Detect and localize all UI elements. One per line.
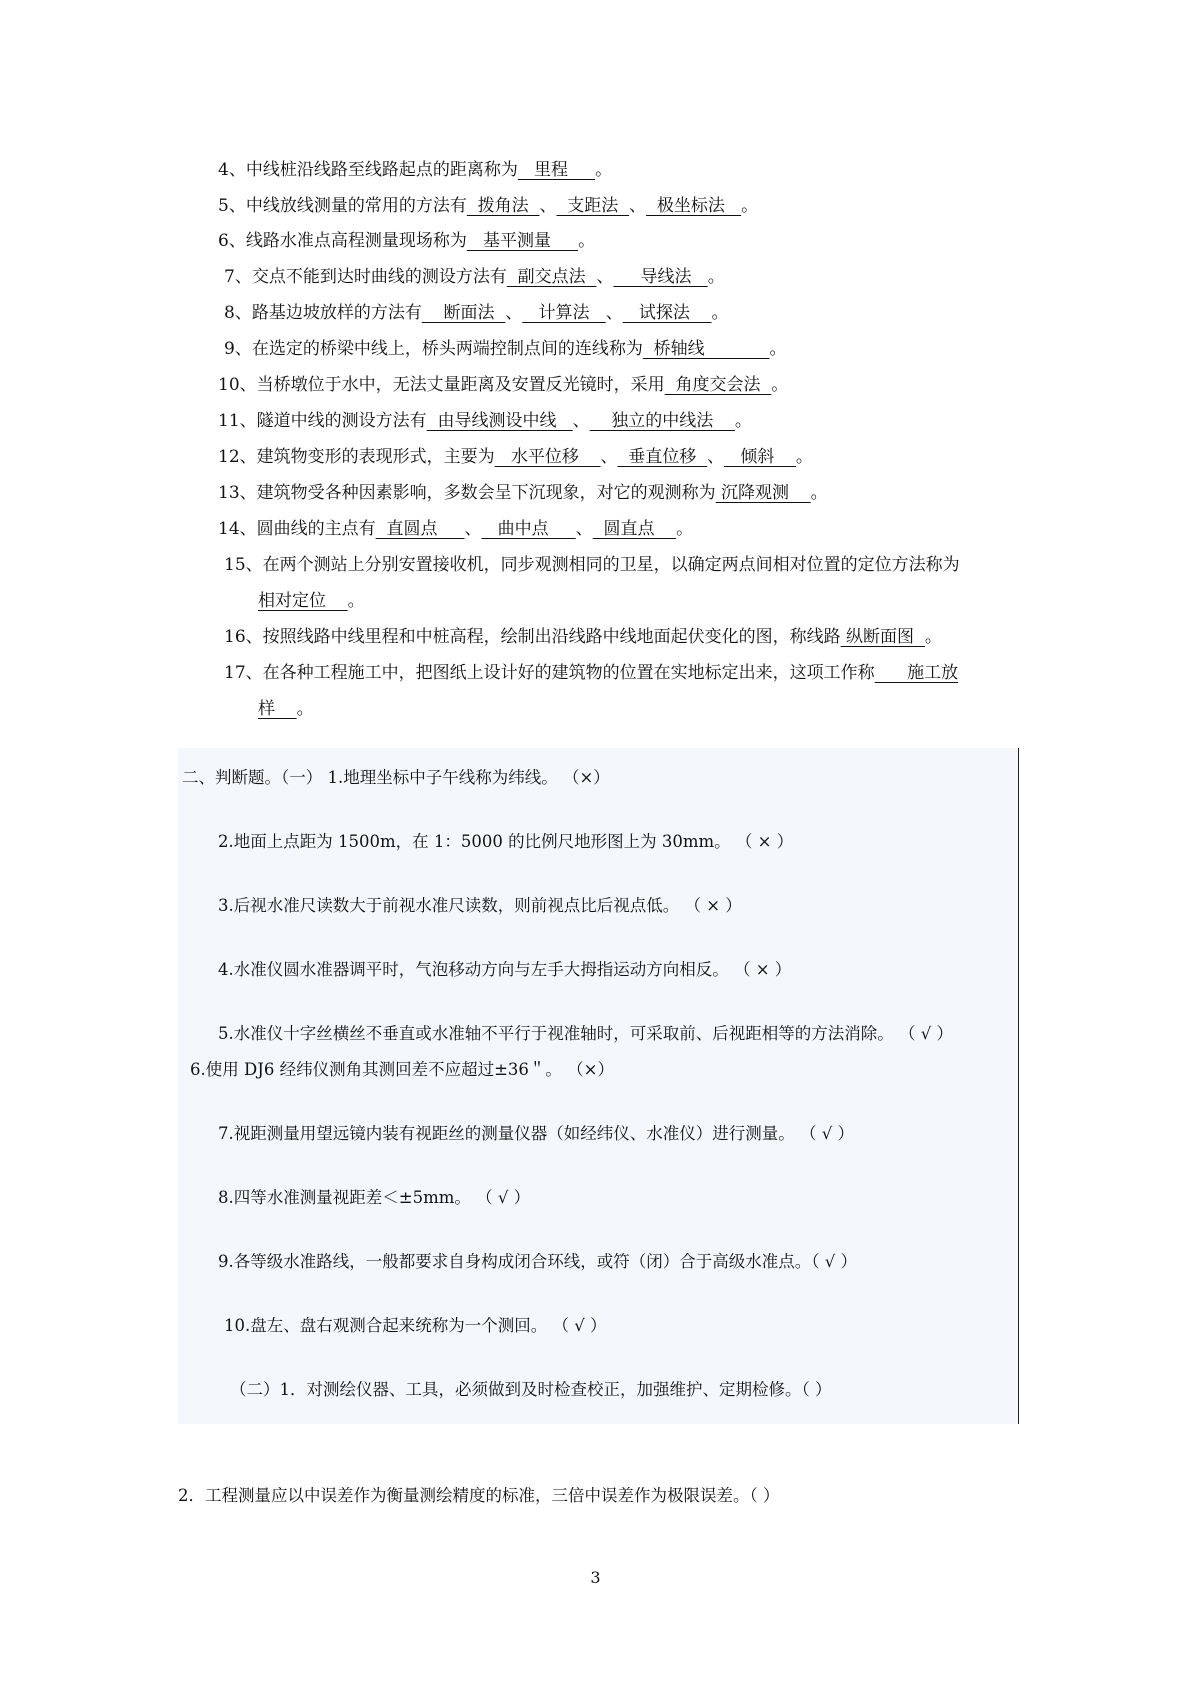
question-text: 、 bbox=[505, 303, 523, 323]
question-text: 。 bbox=[296, 699, 314, 719]
item-number: 12、 bbox=[218, 447, 257, 467]
question-text: 在选定的桥梁中线上，桥头两端控制点间的连线称为 bbox=[251, 339, 643, 359]
page-number: 3 bbox=[590, 1568, 601, 1587]
question-text: 中线桩沿线路至线路起点的距离称为 bbox=[245, 160, 518, 180]
answer-blank: 圆直点 bbox=[592, 519, 677, 539]
question-text: 。 bbox=[707, 267, 725, 287]
judge-item: 9.各等级水准路线，一般都要求自身构成闭合环线，或符（闭）合于高级水准点。（ √ ） bbox=[218, 1252, 857, 1271]
question-text: 隧道中线的测设方法有 bbox=[256, 411, 427, 431]
item-number: 13、 bbox=[218, 483, 257, 503]
fill-blank-item bbox=[258, 589, 365, 613]
answer-blank: 基平测量 bbox=[466, 231, 579, 251]
question-text: 。 bbox=[795, 447, 813, 467]
answer-blank: 计算法 bbox=[522, 303, 606, 323]
answer-blank: 极坐标法 bbox=[646, 196, 742, 216]
item-number: 14、 bbox=[218, 519, 257, 539]
question-text: 、 bbox=[600, 447, 618, 467]
answer-blank: 倾斜 bbox=[724, 447, 796, 467]
question-text: 、 bbox=[707, 447, 725, 467]
item-number: 17、 bbox=[224, 663, 263, 683]
judge-item: 5.水准仪十字丝横丝不垂直或水准轴不平行于视准轴时，可采取前、后视距相等的方法消除。 （ √ ） bbox=[218, 1024, 953, 1043]
question-text: 路基边坡放样的方法有 bbox=[251, 303, 422, 323]
fill-blank-item bbox=[218, 229, 595, 253]
question-text: 。 bbox=[771, 375, 789, 395]
answer-blank: 沉降观测 bbox=[715, 483, 811, 503]
question-text: 、 bbox=[464, 519, 482, 539]
item-number: 10、 bbox=[218, 375, 257, 395]
judge-item: 4.水准仪圆水准器调平时，气泡移动方向与左手大拇指运动方向相反。 （ × ） bbox=[218, 960, 792, 979]
item-number: 5、 bbox=[218, 196, 246, 216]
answer-blank: 直圆点 bbox=[375, 519, 465, 539]
question-text: 圆曲线的主点有 bbox=[256, 519, 376, 539]
item-number: 4、 bbox=[218, 160, 246, 180]
answer-blank: 纵断面图 bbox=[840, 627, 925, 647]
question-text: 按照线路中线里程和中桩高程，绘制出沿线路中线地面起伏变化的图，称线路 bbox=[262, 627, 841, 647]
judge-item: 2.地面上点距为 1500m，在 1：5000 的比例尺地形图上为 30mm。 （ × ） bbox=[218, 832, 794, 851]
item-number: 11、 bbox=[218, 411, 257, 431]
question-text: 、 bbox=[629, 196, 647, 216]
answer-blank: 施工放 bbox=[874, 663, 959, 683]
judge-item: 二、判断题。（一） 1.地理坐标中子午线称为纬线。 （×） bbox=[182, 768, 610, 787]
judge-item: 6.使用 DJ6 经纬仪测角其测回差不应超过±36＂。 （×） bbox=[190, 1060, 614, 1079]
answer-blank: 样 bbox=[258, 699, 297, 719]
question-text: 中线放线测量的常用的方法有 bbox=[245, 196, 467, 216]
question-text: 。 bbox=[741, 196, 759, 216]
answer-blank: 副交点法 bbox=[506, 267, 597, 287]
answer-blank: 曲中点 bbox=[481, 519, 576, 539]
answer-blank: 断面法 bbox=[421, 303, 506, 323]
fill-blank-item bbox=[218, 517, 693, 541]
judge-item: 8.四等水准测量视距差＜±5mm。 （ √ ） bbox=[218, 1188, 531, 1207]
question-text: 。 bbox=[595, 160, 613, 180]
answer-blank: 桥轴线 bbox=[642, 339, 770, 359]
fill-blank-item bbox=[224, 337, 786, 361]
fill-blank-item bbox=[224, 265, 725, 289]
answer-blank: 试探法 bbox=[622, 303, 712, 323]
fill-blank-item bbox=[218, 481, 828, 505]
item-number: 7、 bbox=[224, 267, 252, 287]
answer-blank: 独立的中线法 bbox=[589, 411, 735, 431]
question-text: 。 bbox=[347, 591, 365, 611]
question-text: 建筑物受各种因素影响，多数会呈下沉现象，对它的观测称为 bbox=[256, 483, 716, 503]
question-text: 、 bbox=[605, 303, 623, 323]
question-text: 在两个测站上分别安置接收机，同步观测相同的卫星，以确定两点间相对位置的定位方法称为 bbox=[262, 555, 960, 575]
answer-blank: 由导线测设中线 bbox=[426, 411, 573, 431]
fill-blank-item bbox=[224, 301, 729, 325]
answer-blank: 里程 bbox=[517, 160, 596, 180]
judge-item: （二）1．对测绘仪器、工具，必须做到及时检查校正，加强维护、定期检修。（ ） bbox=[230, 1380, 832, 1399]
question-text: 。 bbox=[769, 339, 787, 359]
question-text: 、 bbox=[539, 196, 557, 216]
question-text: 。 bbox=[924, 627, 942, 647]
answer-blank: 垂直位移 bbox=[617, 447, 708, 467]
judge-item: 10.盘左、盘右观测合起来统称为一个测回。 （ √ ） bbox=[224, 1316, 607, 1335]
question-text: 线路水准点高程测量现场称为 bbox=[245, 231, 467, 251]
item-number: 15、 bbox=[224, 555, 263, 575]
item-number: 16、 bbox=[224, 627, 263, 647]
fill-blank-item bbox=[218, 445, 813, 469]
question-text: 在各种工程施工中，把图纸上设计好的建筑物的位置在实地标定出来，这项工作称 bbox=[262, 663, 875, 683]
question-text: 。 bbox=[578, 231, 596, 251]
item-number: 9、 bbox=[224, 339, 252, 359]
answer-blank: 拨角法 bbox=[466, 196, 540, 216]
judge-item: 3.后视水准尺读数大于前视水准尺读数，则前视点比后视点低。 （ × ） bbox=[218, 896, 742, 915]
fill-blank-item bbox=[218, 409, 752, 433]
item-number: 8、 bbox=[224, 303, 252, 323]
question-text: 。 bbox=[810, 483, 828, 503]
answer-blank: 支距法 bbox=[556, 196, 630, 216]
answer-blank: 水平位移 bbox=[494, 447, 601, 467]
question-text: 当桥墩位于水中，无法丈量距离及安置反光镜时，采用 bbox=[256, 375, 665, 395]
fill-blank-item bbox=[258, 697, 314, 721]
judge-item-extra: 2．工程测量应以中误差作为衡量测绘精度的标准，三倍中误差作为极限误差。（ ） bbox=[178, 1486, 780, 1505]
question-text: 、 bbox=[596, 267, 614, 287]
question-text: 建筑物变形的表现形式，主要为 bbox=[256, 447, 495, 467]
question-text: 交点不能到达时曲线的测设方法有 bbox=[251, 267, 507, 287]
question-text: 、 bbox=[572, 411, 590, 431]
fill-blank-item bbox=[224, 553, 960, 577]
fill-blank-item bbox=[218, 158, 612, 182]
answer-blank: 相对定位 bbox=[258, 591, 348, 611]
question-text: 。 bbox=[676, 519, 694, 539]
question-text: 。 bbox=[711, 303, 729, 323]
fill-blank-item bbox=[224, 661, 958, 685]
fill-blank-item bbox=[218, 373, 788, 397]
judge-item: 7.视距测量用望远镜内装有视距丝的测量仪器（如经纬仪、水准仪）进行测量。 （ √ ） bbox=[218, 1124, 854, 1143]
answer-blank: 导线法 bbox=[613, 267, 708, 287]
item-number: 6、 bbox=[218, 231, 246, 251]
fill-blank-item bbox=[218, 194, 758, 218]
question-text: 。 bbox=[734, 411, 752, 431]
fill-blank-item bbox=[224, 625, 942, 649]
question-text: 、 bbox=[575, 519, 593, 539]
answer-blank: 角度交会法 bbox=[664, 375, 772, 395]
